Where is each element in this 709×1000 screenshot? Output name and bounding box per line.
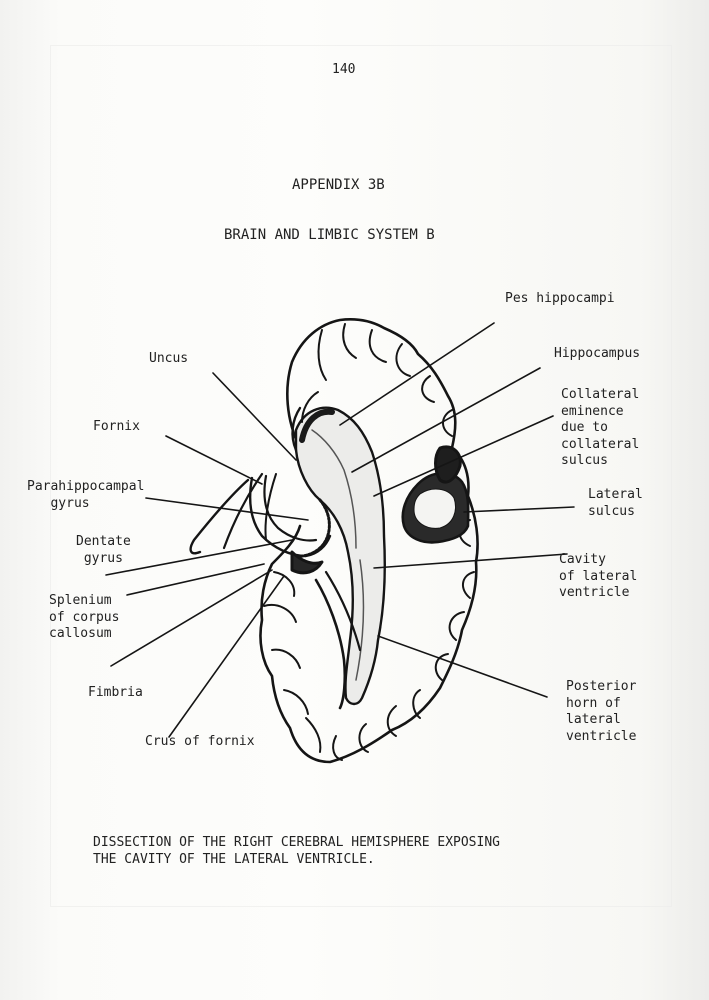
appendix-heading: APPENDIX 3B <box>292 177 385 193</box>
sulcus-line <box>319 330 326 380</box>
label-cavity-lateral-ventricle: Cavity of lateral ventricle <box>559 552 638 600</box>
sulcus-line <box>370 330 386 362</box>
figure-caption: DISSECTION OF THE RIGHT CEREBRAL HEMISPHERE EXPOSING THE CAVITY OF THE LATERAL VENTRICLE. <box>93 835 500 867</box>
label-crus-of-fornix: Crus of fornix <box>145 734 255 749</box>
label-uncus: Uncus <box>149 351 189 366</box>
leader-pes-hippocampi <box>340 323 494 425</box>
label-collateral-eminence: Collateral eminence due to collateral sulcus <box>561 387 640 468</box>
sulcus-line <box>443 410 452 436</box>
sulcus-line <box>333 736 342 760</box>
leader-dentate-gyrus <box>106 540 292 575</box>
crus-of-fornix <box>191 480 248 553</box>
sulcus-line <box>284 690 308 714</box>
label-splenium: Splenium of corpus callosum <box>49 593 120 641</box>
sulcus-line <box>306 718 320 752</box>
leader-fimbria <box>111 570 272 666</box>
leader-cavity <box>374 554 567 568</box>
leader-lateral-sulcus <box>464 507 574 512</box>
sulcus-line <box>272 650 300 668</box>
label-posterior-horn: Posterior horn of lateral ventricle <box>566 679 637 744</box>
leader-fornix <box>166 436 262 484</box>
leader-lines <box>106 323 574 737</box>
leader-uncus <box>213 373 296 460</box>
label-fornix: Fornix <box>93 419 140 434</box>
leader-posterior-horn <box>378 636 547 697</box>
label-fimbria: Fimbria <box>88 685 143 700</box>
sulcus-line <box>264 605 296 622</box>
sulcus-line <box>343 324 356 358</box>
page-number: 140 <box>332 62 356 77</box>
sulcus-line <box>396 344 410 376</box>
sulcus-line <box>463 572 474 598</box>
leader-crus-of-fornix <box>169 576 284 737</box>
label-dentate-gyrus: Dentate gyrus <box>76 534 131 566</box>
label-hippocampus: Hippocampus <box>554 346 641 361</box>
figure-title: BRAIN AND LIMBIC SYSTEM B <box>224 227 435 243</box>
leader-splenium <box>127 564 264 595</box>
sulcus-line <box>422 376 434 402</box>
label-parahippocampal-gyrus: Parahippocampal gyrus <box>27 479 145 511</box>
label-pes-hippocampi: Pes hippocampi <box>505 291 615 306</box>
label-lateral-sulcus: Lateral sulcus <box>588 487 643 519</box>
